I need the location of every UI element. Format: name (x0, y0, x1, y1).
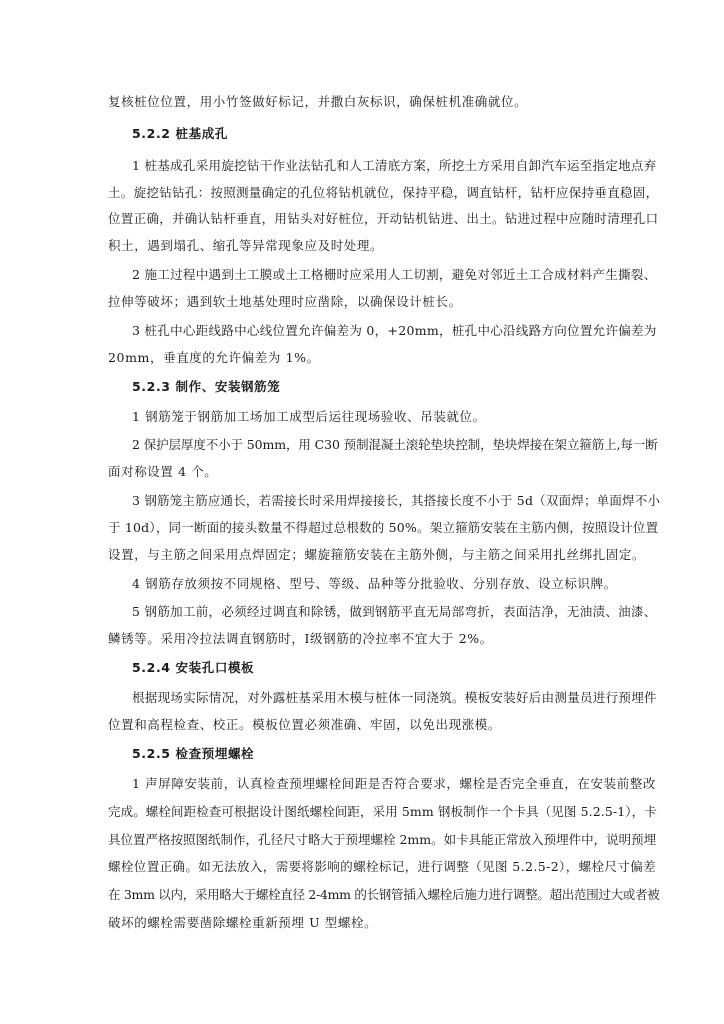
text-line: 在 3mm 以内，采用略大于螺栓直径 2-4mm 的长钢管插入螺栓后施力进行调整。超出范围过大或者被 (108, 887, 660, 902)
text-line: 鳞锈等。采用冷拉法调直钢筋时，Ⅰ级钢筋的冷拉率不宜大于 2%。 (108, 631, 493, 646)
text-line: 1 钢筋笼于钢筋加工场加工成型后运往现场验收、吊装就位。 (132, 409, 486, 424)
text-line: 设置，与主筋之间采用点焊固定；螺旋箍筋安装在主筋外侧，与主筋之间采用扎丝绑扎固定。 (108, 547, 646, 562)
text-line: 完成。螺栓间距检查可根据设计图纸螺栓间距，采用 5mm 钢板制作一个卡具（见图 5.2.5-1），卡 (108, 804, 657, 819)
text-line: 于 10d），同一断面的接头数量不得超过总根数的 50%。架立箍筋安装在主筋内侧，按照设计位置 (108, 520, 659, 535)
text-line: 复核桩位位置，用小竹签做好标记，并撒白灰标识，确保桩机准确就位。 (108, 94, 528, 109)
text-line: 1 桩基成孔采用旋挖钻干作业法钻孔和人工清底方案，所挖土方采用自卸汽车运至指定地点弃 (132, 158, 657, 173)
section-heading-5-2-3: 5.2.3 制作、安装钢筋笼 (132, 379, 281, 394)
text-line: 2 保护层厚度不小于 50mm，用 C30 预制混凝土滚轮垫块控制，垫块焊接在架立箍筋上,每一断 (132, 437, 658, 452)
section-heading-5-2-5: 5.2.5 检查预埋螺栓 (132, 746, 255, 761)
text-line: 3 钢筋笼主筋应通长，若需接长时采用焊接接长，其搭接长度不小于 5d（双面焊；单面焊不小 (132, 493, 661, 508)
text-line: 拉伸等破坏；遇到软土地基处理时应凿除，以确保设计桩长。 (108, 294, 462, 309)
text-line: 2 施工过程中遇到土工膜或土工格栅时应采用人工切割，避免对邻近土工合成材料产生撕裂、 (132, 267, 657, 282)
text-line: 位置正确，并确认钻杆垂直，用钻头对好桩位，开动钻机钻进、出土。钻进过程中应随时清理孔口 (108, 211, 659, 226)
text-line: 1 声屏障安装前，认真检查预埋螺栓间距是否符合要求，螺栓是否完全垂直，在安装前整改 (132, 776, 657, 791)
text-line: 螺栓位置正确。如无法放入，需要将影响的螺栓标记，进行调整（见图 5.2.5-2），螺栓尺寸偏差 (108, 859, 657, 874)
text-line: 4 钢筋存放须按不同规格、型号、等级、品种等分批验收、分别存放、设立标识牌。 (132, 576, 617, 591)
text-line: 土。旋挖钻钻孔：按照测量确定的孔位将钻机就位，保持平稳，调直钻杆，钻杆应保持垂直稳固， (108, 185, 659, 200)
section-heading-5-2-2: 5.2.2 桩基成孔 (132, 126, 228, 141)
text-line: 具位置严格按照图纸制作，孔径尺寸略大于预埋螺栓 2mm。如卡具能正常放入预埋件中，说明预埋 (108, 832, 657, 847)
text-line: 20mm，垂直度的允许偏差为 1%。 (108, 350, 320, 365)
text-line: 面对称设置 4 个。 (108, 464, 218, 479)
text-line: 根据现场实际情况，对外露桩基采用木模与桩体一同浇筑。模板安装好后由测量员进行预埋件 (132, 690, 657, 705)
text-line: 破坏的螺栓需要凿除螺栓重新预埋 U 型螺栓。 (108, 915, 378, 930)
text-line: 5 钢筋加工前，必须经过调直和除锈，做到钢筋平直无局部弯折，表面洁净，无油渍、油漆、 (132, 604, 657, 619)
text-line: 积土，遇到塌孔、缩孔等异常现象应及时处理。 (108, 238, 384, 253)
text-line: 3 桩孔中心距线路中心线位置允许偏差为 0，+20mm，桩孔中心沿线路方向位置允许偏差为 (132, 323, 657, 338)
section-heading-5-2-4: 5.2.4 安装孔口模板 (132, 660, 255, 675)
text-line: 位置和高程检查、校正。模板位置必须准确、牢固，以免出现涨模。 (108, 717, 502, 732)
